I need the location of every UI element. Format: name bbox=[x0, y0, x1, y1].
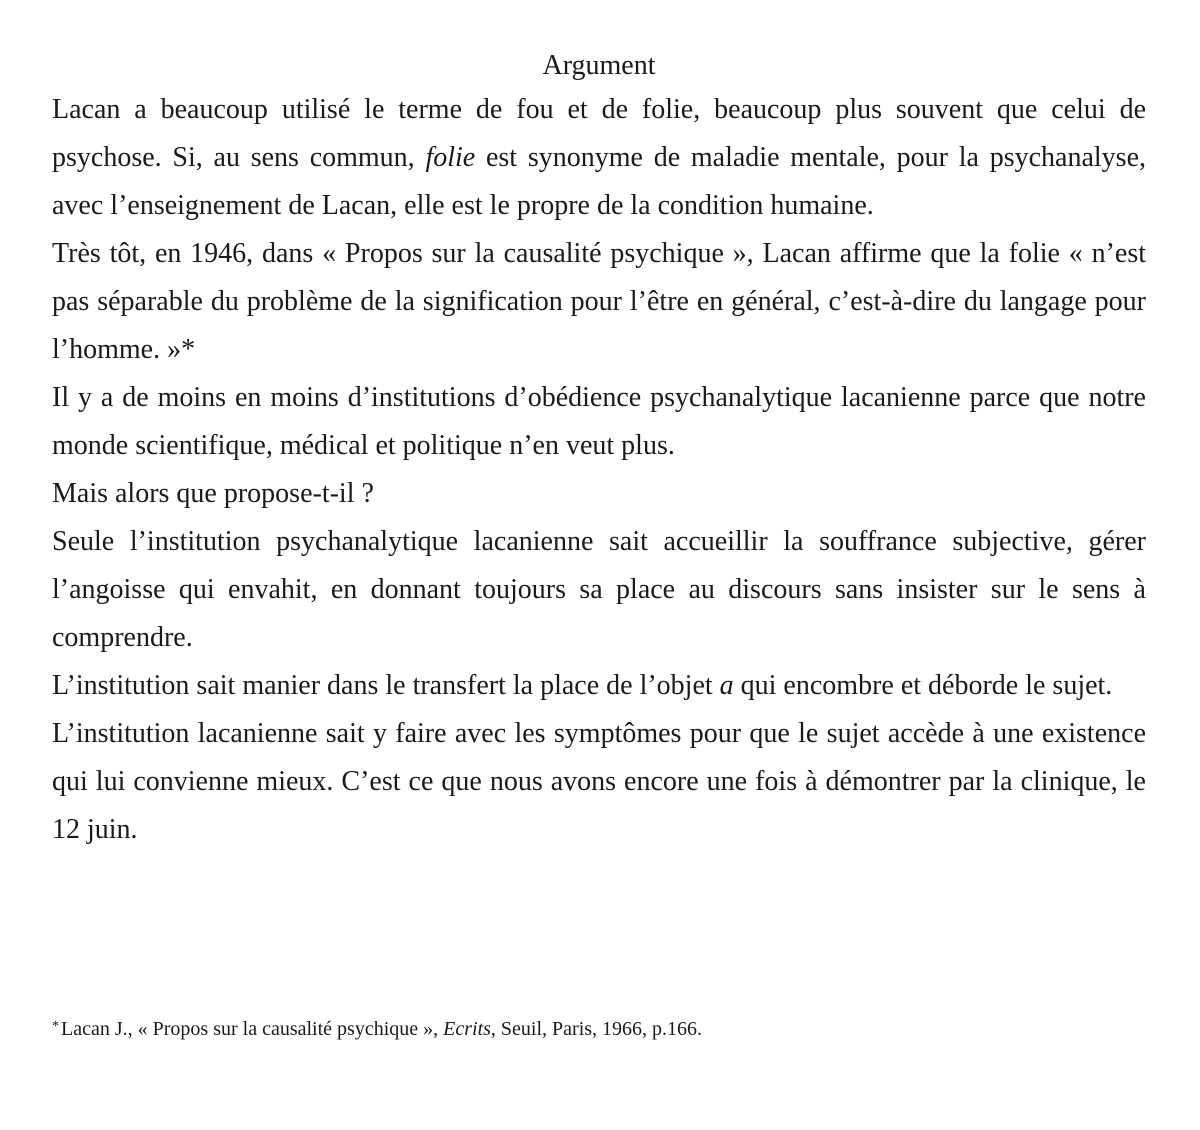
footnote-text-cont: , Seuil, Paris, 1966, p.166. bbox=[490, 1018, 703, 1040]
document-title: Argument bbox=[542, 50, 656, 81]
paragraph-2: Très tôt, en 1946, dans « Propos sur la causalité psychique », Lacan affirme que la folie « n’est pas séparable du problème de la signification pour l’être en général, c’est-à-dire du langage pour l’homme. »* bbox=[52, 238, 1146, 365]
footnote-text: Lacan J., « Propos sur la causalité psychique », bbox=[61, 1018, 444, 1040]
paragraph-3: Il y a de moins en moins d’institutions d’obédience psychanalytique lacanienne parce que notre monde scientifique, médical et politique n’en veut plus. bbox=[52, 382, 1146, 461]
paragraph-1 bbox=[52, 86, 1146, 230]
paragraph-1-text-cont: est synonyme de maladie mentale, pour la psychanalyse, avec l’enseignement de Lacan, elle est le propre de la condition humaine. bbox=[52, 142, 1146, 221]
document-page bbox=[52, 46, 1146, 854]
paragraph-6 bbox=[52, 662, 1146, 710]
paragraph-1-italic-term: folie bbox=[425, 142, 476, 173]
footnote bbox=[52, 1012, 702, 1044]
paragraph-5: Seule l’institution psychanalytique lacanienne sait accueillir la souffrance subjective, gérer l’angoisse qui envahit, en donnant toujours sa place au discours sans insister sur le sens à comprendre. bbox=[52, 526, 1146, 653]
paragraph-6-text: L’institution sait manier dans le transfert la place de l’objet bbox=[52, 670, 720, 701]
footnote-italic-title: Ecrits bbox=[443, 1018, 491, 1040]
footnote-marker: * bbox=[52, 1019, 59, 1034]
paragraph-7: L’institution lacanienne sait y faire avec les symptômes pour que le sujet accède à une existence qui lui convienne mieux. C’est ce que nous avons encore une fois à démontrer par la clinique, le 12 juin. bbox=[52, 718, 1146, 845]
paragraph-4: Mais alors que propose-t-il ? bbox=[52, 478, 374, 509]
paragraph-1-text: Lacan a beaucoup utilisé le terme de fou et de folie, beaucoup plus souvent que celui de psychose. Si, au sens commun, bbox=[52, 94, 1146, 173]
document-body bbox=[52, 86, 1146, 854]
paragraph-6-italic-term: a bbox=[719, 670, 734, 701]
paragraph-6-text-cont: qui encombre et déborde le sujet. bbox=[733, 670, 1113, 701]
